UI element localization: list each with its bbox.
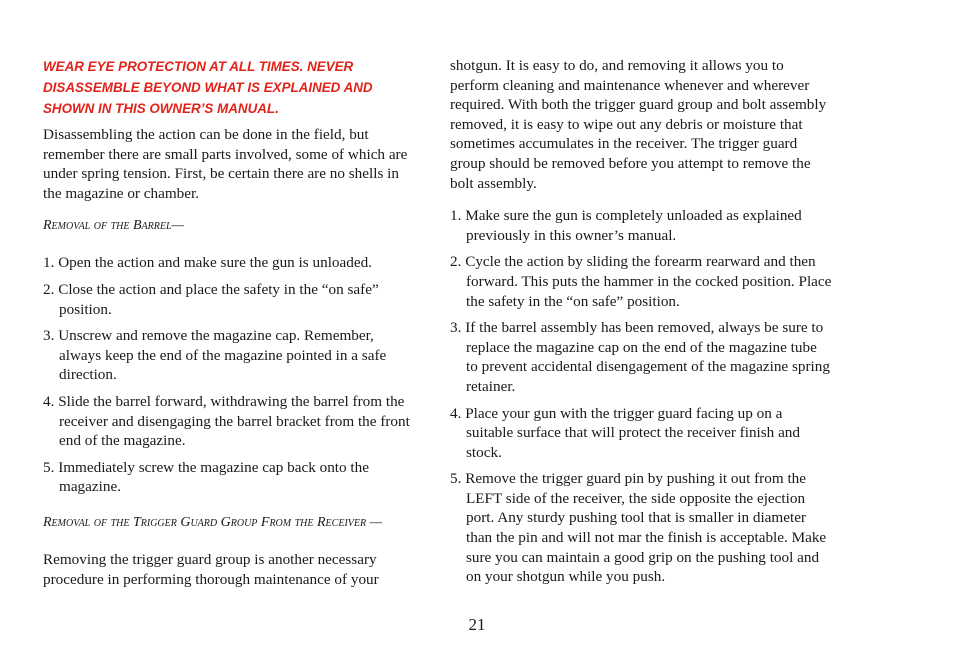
list-item: 5. Immediately screw the magazine cap back onto the magazine. — [43, 458, 369, 496]
barrel-removal-heading: Removal of the Barrel— — [43, 218, 184, 234]
list-item: 1. Make sure the gun is completely unloaded as explained previously in this owner’s manual. — [450, 207, 802, 244]
intro-paragraph: Disassembling the action can be done in the field, but remember there are small parts involved, some of which are under spring tension. First, be certain there are no shells in the magazine or chamber. — [43, 126, 408, 202]
page-number: 21 — [468, 615, 486, 634]
list-item: 5. Remove the trigger guard pin by pushing it out from the LEFT side of the receiver, the side opposite the ejection port. Any sturdy pushing tool that is smaller in diameter than the pin and will not mar the finish is acceptable. Make sure you can maintain a good grip on the pushing tool and on your shotgun while you push. — [450, 470, 827, 586]
trigger-intro-paragraph: Removing the trigger guard group is another necessary procedure in performing thorough maintenance of your — [43, 550, 379, 588]
list-item: 1. Open the action and make sure the gun is unloaded. — [43, 254, 372, 272]
trigger-guard-removal-heading: Removal of the Trigger Guard Group From the Receiver — — [43, 514, 383, 530]
list-item: 3. If the barrel assembly has been removed, always be sure to replace the magazine cap on the end of the magazine tube to prevent accidental disengagement of the magazine spring retainer. — [450, 319, 830, 395]
warning-text: WEAR EYE PROTECTION AT ALL TIMES. NEVER DISASSEMBLE BEYOND WHAT IS EXPLAINED AND SHOWN IN THIS OWNER’S MANUAL. — [43, 59, 373, 116]
trigger-steps-list — [450, 206, 832, 587]
list-item: 2. Cycle the action by sliding the forearm rearward and then forward. This puts the hammer in the cocked position. Place the safety in the “on safe” position. — [450, 253, 832, 310]
list-item: 2. Close the action and place the safety in the “on safe” position. — [43, 280, 379, 318]
list-item: 3. Unscrew and remove the magazine cap. Remember, always keep the end of the magazine pointed in a safe direction. — [43, 327, 387, 384]
left-column — [43, 56, 415, 602]
list-item: 4. Place your gun with the trigger guard facing up on a suitable surface that will protect the receiver finish and stock. — [450, 404, 800, 461]
continuation-paragraph: shotgun. It is easy to do, and removing it allows you to perform cleaning and maintenance whenever and wherever required. With both the trigger guard group and bolt assembly removed, it is easy to wipe out any debris or moisture that sometimes accumulates in the receiver. The trigger guard group should be removed before you attempt to remove the bolt assembly. — [450, 57, 827, 192]
list-item: 4. Slide the barrel forward, withdrawing the barrel from the receiver and disengaging the barrel bracket from the front end of the magazine. — [43, 392, 410, 450]
barrel-steps-list — [43, 253, 415, 497]
right-column — [450, 56, 832, 594]
